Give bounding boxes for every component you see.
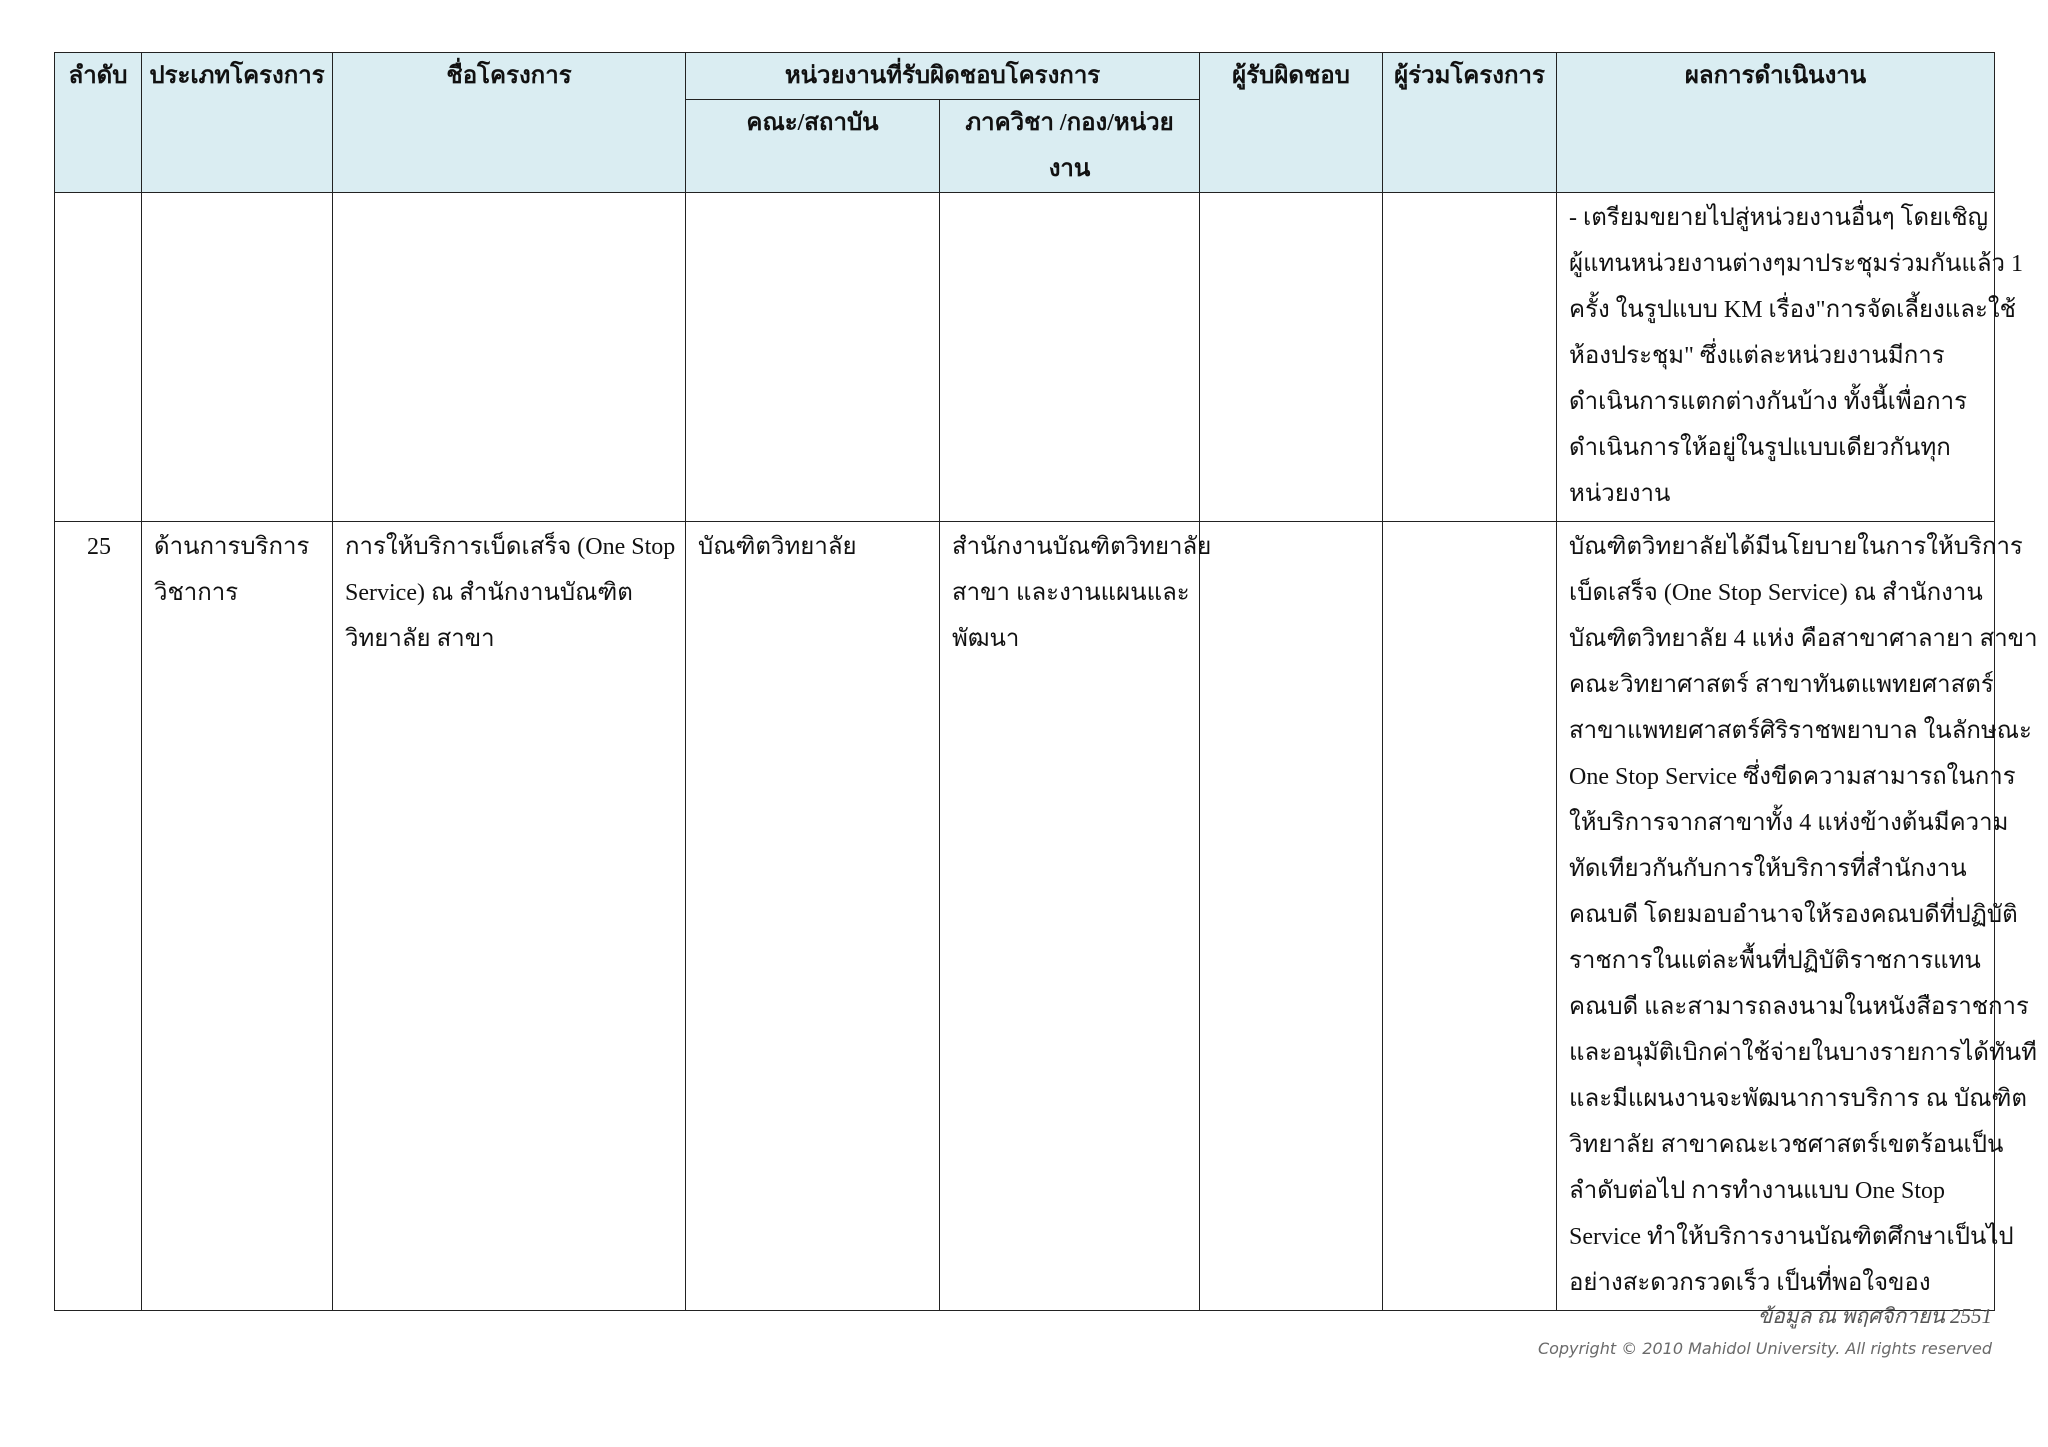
text-line: ราชการในแต่ละพื้นที่ปฏิบัติราชการแทน (1569, 948, 1981, 974)
table-row (55, 522, 1995, 1311)
text-line: และมีแผนงานจะพัฒนาการบริการ ณ บัณฑิต (1569, 1086, 2027, 1112)
row-participants (1383, 193, 1557, 522)
header-participants: ผู้ร่วมโครงการ (1383, 53, 1557, 193)
row-results (1557, 193, 2024, 522)
text-line: ลำดับต่อไป การทำงานแบบ One Stop (1569, 1178, 1946, 1204)
text-line: เบ็ดเสร็จ (One Stop Service) ณ สำนักงาน (1569, 580, 1983, 606)
text-line: สาขา และงานแผนและ (952, 580, 1190, 606)
text-line: คณบดี และสามารถลงนามในหนังสือราชการ (1569, 994, 2029, 1020)
text-line: Service ทำให้บริการงานบัณฑิตศึกษาเป็นไป (1569, 1224, 2014, 1250)
text-line: และอนุมัติเบิกค่าใช้จ่ายในบางรายการได้ทันที (1569, 1040, 2038, 1066)
text-line: วิทยาลัย สาขาคณะเวชศาสตร์เขตร้อนเป็น (1569, 1132, 2004, 1158)
text-line: บัณฑิตวิทยาลัย 4 แห่ง คือสาขาศาลายา สาขา (1569, 626, 2038, 652)
text-line: บัณฑิตวิทยาลัยได้มีนโยบายในการให้บริการ (1569, 534, 2023, 560)
row-project-name (333, 193, 686, 522)
text-line: วิชาการ (154, 580, 239, 606)
row-responsible-person (1200, 193, 1383, 522)
text-line: Service) ณ สำนักงานบัณฑิต (345, 580, 633, 606)
row-faculty (686, 193, 940, 522)
text-line: บัณฑิตวิทยาลัย (698, 534, 857, 560)
copyright-notice: Copyright © 2010 Mahidol University. All rights reserved (1537, 1339, 1992, 1358)
text-line: พัฒนา (952, 626, 1020, 652)
row-department (940, 522, 1212, 1311)
row-faculty (686, 522, 940, 1311)
header-project-type: ประเภทโครงการ (142, 53, 333, 193)
table-row (55, 193, 1995, 522)
project-table (54, 52, 2038, 1311)
text-line: ดำเนินการแตกต่างกันบ้าง ทั้งนี้เพื่อการ (1569, 389, 1968, 415)
row-results (1557, 522, 2038, 1311)
text-line: สาขาแพทยศาสตร์ศิริราชพยาบาล ในลักษณะ (1569, 718, 2032, 744)
header-department: ภาควิชา /กอง/หน่วยงาน (940, 100, 1200, 193)
header-project-name: ชื่อโครงการ (333, 53, 686, 193)
header-responsible-unit: หน่วยงานที่รับผิดชอบโครงการ (686, 53, 1200, 100)
text-line: ครั้ง ในรูปแบบ KM เรื่อง"การจัดเลี้ยงและใช้ (1569, 297, 2016, 323)
row-project-name (333, 522, 686, 1311)
text-line: ผู้แทนหน่วยงานต่างๆมาประชุมร่วมกันแล้ว 1 (1569, 251, 2024, 277)
row-project-type (142, 522, 333, 1311)
row-responsible-person (1200, 522, 1383, 1311)
row-order (55, 193, 142, 522)
row-department (940, 193, 1200, 522)
text-line: ดำเนินการให้อยู่ในรูปแบบเดียวกันทุก (1569, 435, 1951, 461)
text-line: อย่างสะดวกรวดเร็ว เป็นที่พอใจของ (1569, 1270, 1931, 1296)
text-line: ด้านการบริการ (154, 534, 310, 560)
row-order: 25 (55, 522, 142, 1311)
text-line: หน่วยงาน (1569, 481, 1671, 507)
header-faculty: คณะ/สถาบัน (686, 100, 940, 193)
text-line: คณะวิทยาศาสตร์ สาขาทันตแพทยศาสตร์ (1569, 672, 1994, 698)
text-line: ทัดเทียวกันกับการให้บริการที่สำนักงาน (1569, 856, 1967, 882)
table-header (55, 53, 1995, 193)
text-line: วิทยาลัย สาขา (345, 626, 495, 652)
header-results: ผลการดำเนินงาน (1557, 53, 1995, 193)
header-order: ลำดับ (55, 53, 142, 193)
text-line: การให้บริการเบ็ดเสร็จ (One Stop (345, 534, 676, 560)
text-line: สำนักงานบัณฑิตวิทยาลัย (952, 534, 1212, 560)
text-line: One Stop Service ซึ่งขีดความสามารถในการ (1569, 764, 2016, 790)
data-date-note: ข้อมูล ณ พฤศจิกายน 2551 (1757, 1304, 1992, 1328)
header-responsible-person: ผู้รับผิดชอบ (1200, 53, 1383, 193)
row-participants (1383, 522, 1557, 1311)
row-project-type (142, 193, 333, 522)
text-line: ให้บริการจากสาขาทั้ง 4 แห่งข้างต้นมีความ (1569, 810, 2009, 836)
text-line: - เตรียมขยายไปสู่หน่วยงานอื่นๆ โดยเชิญ (1569, 205, 1989, 231)
text-line: ห้องประชุม" ซึ่งแต่ละหน่วยงานมีการ (1569, 343, 1945, 369)
text-line: คณบดี โดยมอบอำนาจให้รองคณบดีที่ปฏิบัติ (1569, 902, 2018, 928)
